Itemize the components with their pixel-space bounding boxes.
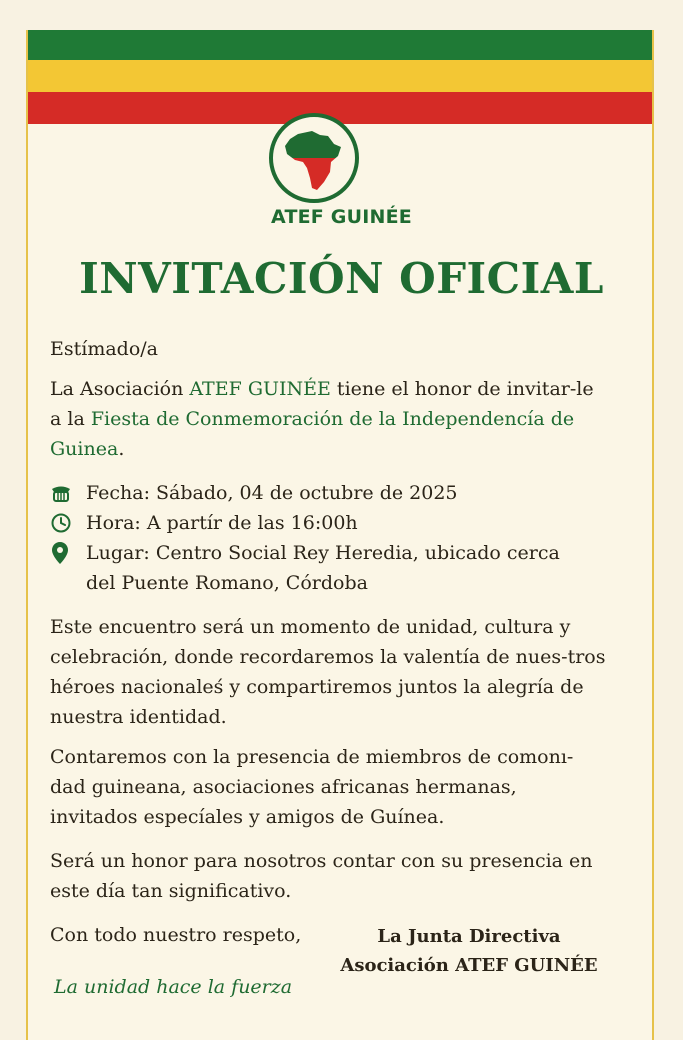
- intro-suffix: .: [118, 438, 125, 460]
- location-pin-icon: [50, 538, 76, 568]
- flag-stripe-green: [28, 30, 652, 60]
- page-title: INVITACIÓN OFICIAL: [79, 254, 604, 303]
- organization-name: ATEF GUINÉE: [271, 206, 412, 228]
- signature-block: [324, 922, 614, 980]
- intro-event-name: Fiesta de Conmemoración de la Independencía de Guinea: [50, 408, 575, 460]
- event-details: [50, 478, 610, 598]
- intro-middle: tiene el honor de invitar-le a la: [50, 378, 594, 430]
- closing-text: Con todo nuestro respeto,: [50, 924, 302, 946]
- detail-date-text: Fecha: Sábado, 04 de octubre de 2025: [86, 482, 458, 504]
- intro-paragraph: [50, 374, 606, 464]
- detail-time-text: Hora: A partír de las 16:00h: [86, 512, 358, 534]
- calendar-icon: [50, 478, 76, 508]
- detail-time: [50, 508, 610, 538]
- intro-prefix: La Asociación: [50, 378, 190, 400]
- signature-org-name: ATEF GUINÉE: [455, 955, 598, 976]
- motto-text: La unidad hace la fuerza: [54, 976, 293, 998]
- greeting: Estímado/a: [50, 338, 159, 360]
- flag-stripe-yellow: [28, 60, 652, 92]
- detail-date: [50, 478, 610, 508]
- signature-line-1: La Junta Directiva: [377, 926, 561, 947]
- africa-map-logo-icon: [268, 112, 360, 204]
- clock-icon: [50, 508, 76, 538]
- body-paragraph-unity: Este encuentro será un momento de unidad, cultura y celebración, donde recordaremos la valentía de nues-tros héroes nacionaleś y compartiremos juntos la alegría de nuestra identidad.: [50, 616, 606, 728]
- signature-prefix: Asociación: [340, 955, 456, 976]
- body-paragraph-attendees: Contaremos con la presencia de miembros de comonı-dad guineana, asociaciones africanas hermanas, invitados especíales y amigos de Guínea.: [50, 746, 574, 828]
- signature-line-2: [324, 951, 614, 980]
- intro-org-name: ATEF GUINÉE: [189, 378, 331, 400]
- detail-location: [50, 538, 610, 598]
- detail-location-text: Lugar: Centro Social Rey Heredia, ubicado cerca del Puente Romano, Córdoba: [86, 542, 560, 594]
- body-paragraph-honor: Será un honor para nosotros contar con su presencia en este día tan significativo.: [50, 850, 593, 902]
